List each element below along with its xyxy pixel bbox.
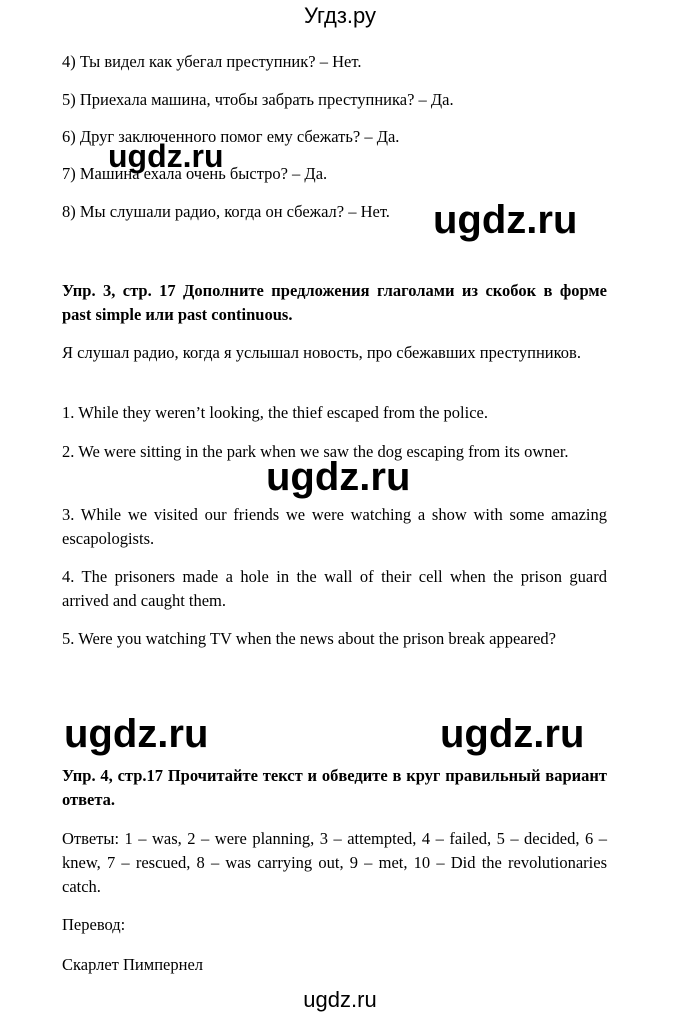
answer-line-6: 6) Друг заключенного помог ему сбежать? – Да. [62,127,400,146]
watermark: ugdz.ru [64,712,209,756]
answer-line-8: 8) Мы слушали радио, когда он сбежал? – Нет. [62,202,390,221]
exercise3-translation: Я слушал радио, когда я услышал новость, про сбежавших преступников. [62,343,581,362]
exercise3-item-4: 4. The prisoners made a hole in the wall of their cell when the prison guard arrived and caught them. [62,567,607,610]
title-translation: Скарлет Пимпернел [62,955,203,974]
answer-line-7: 7) Машина ехала очень быстро? – Да. [62,164,328,183]
answer-line-5: 5) Приехала машина, чтобы забрать преступника? – Да. [62,90,454,109]
exercise3-item-3: 3. While we visited our friends we were watching a show with some amazing escapologists. [62,505,607,548]
exercise4-answers: Ответы: 1 – was, 2 – were planning, 3 – attempted, 4 – failed, 5 – decided, 6 – knew, 7 – rescued, 8 – was carrying out, 9 – met, 10 – Did the revolutionaries catch. [62,829,607,896]
exercise3-heading: Упр. 3, стр. 17 Дополните предложения глаголами из скобок в форме past simple или past continuous. [62,281,607,324]
site-header: Угдз.ру [303,3,377,28]
watermark: ugdz.ru [108,138,224,174]
translation-label: Перевод: [62,915,126,934]
site-footer: ugdz.ru [303,987,377,1012]
exercise3-item-2: 2. We were sitting in the park when we saw the dog escaping from its owner. [62,442,569,461]
exercise3-item-5: 5. Were you watching TV when the news about the prison break appeared? [62,629,556,648]
answer-line-4: 4) Ты видел как убегал преступник? – Нет. [62,52,362,71]
exercise4-heading: Упр. 4, стр.17 Прочитайте текст и обведите в круг правильный вариант ответа. [62,766,607,809]
watermark: ugdz.ru [433,198,578,242]
watermark: ugdz.ru [266,455,411,499]
watermark: ugdz.ru [440,712,585,756]
exercise3-item-1: 1. While they weren’t looking, the thief escaped from the police. [62,403,488,422]
